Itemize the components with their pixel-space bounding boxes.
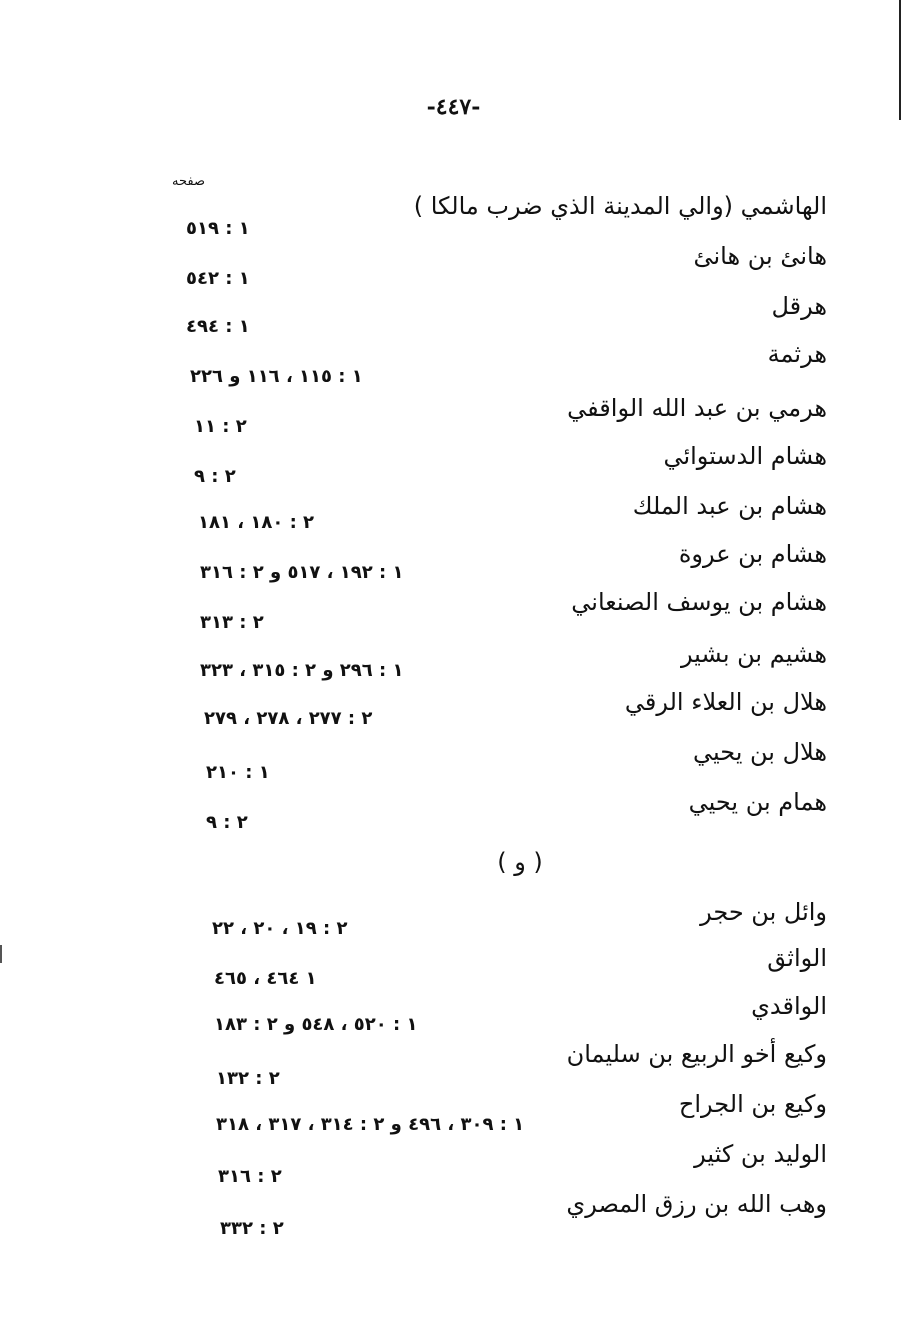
entry-name: الواقدي xyxy=(751,992,827,1020)
entry-name: هشام الدستوائي xyxy=(663,442,827,470)
entry-ref: ٢ : ١١ xyxy=(194,416,247,437)
entry-ref: ٢ : ٣١٣ xyxy=(200,612,264,633)
column-header: صفحه xyxy=(172,174,205,189)
margin-mark xyxy=(0,945,2,963)
entry-name: الوليد بن كثير xyxy=(694,1140,827,1168)
entry-name: هرقل xyxy=(771,292,827,320)
entry-name: هرمي بن عبد الله الواقفي xyxy=(567,394,827,422)
entry-name: هشيم بن بشير xyxy=(680,640,827,668)
entry-name: هرثمة xyxy=(767,340,827,368)
entry-ref: ١ ٤٦٤ ، ٤٦٥ xyxy=(214,968,317,989)
entry-ref: ١ : ٥٢٠ ، ٥٤٨ و ٢ : ١٨٣ xyxy=(214,1014,418,1035)
entry-name: هشام بن عبد الملك xyxy=(632,492,827,520)
entry-ref: ١ : ٣٠٩ ، ٤٩٦ و ٢ : ٣١٤ ، ٣١٧ ، ٣١٨ xyxy=(216,1114,525,1135)
entry-name: وهب الله بن رزق المصري xyxy=(566,1190,827,1218)
entry-ref: ٢ : ١٣٢ xyxy=(216,1068,280,1089)
entry-name: وكيع بن الجراح xyxy=(678,1090,827,1118)
entry-name: هشام بن عروة xyxy=(678,540,827,568)
entry-ref: ٢ : ٣١٦ xyxy=(218,1166,282,1187)
entry-name: وكيع أخو الربيع بن سليمان xyxy=(566,1040,827,1068)
entry-ref: ٢ : ١٨٠ ، ١٨١ xyxy=(198,512,315,533)
section-letter: ( و ) xyxy=(497,848,543,876)
entry-ref: ٢ : ٩ xyxy=(194,466,236,487)
entry-ref: ٢ : ١٩ ، ٢٠ ، ٢٢ xyxy=(212,918,348,939)
entry-ref: ١ : ٥١٩ xyxy=(186,218,250,239)
entry-name: الواثق xyxy=(767,944,827,972)
entry-name: هلال بن يحيي xyxy=(692,738,827,766)
page-number: -٤٤٧- xyxy=(426,94,481,120)
entry-ref: ٢ : ٩ xyxy=(206,812,248,833)
entry-name: هشام بن يوسف الصنعاني xyxy=(571,588,827,616)
entry-ref: ١ : ٢١٠ xyxy=(206,762,270,783)
entry-ref: ١ : ١٩٢ ، ٥١٧ و ٢ : ٣١٦ xyxy=(200,562,404,583)
entry-name: الهاشمي (والي المدينة الذي ضرب مالكا ) xyxy=(413,192,827,220)
entry-ref: ٢ : ٣٣٢ xyxy=(220,1218,284,1239)
entry-name: هلال بن العلاء الرقي xyxy=(624,688,827,716)
entry-ref: ١ : ١١٥ ، ١١٦ و ٢٢٦ xyxy=(190,366,363,387)
entry-ref: ٢ : ٢٧٧ ، ٢٧٨ ، ٢٧٩ xyxy=(204,708,373,729)
entry-ref: ١ : ٥٤٢ xyxy=(186,268,250,289)
entry-ref: ١ : ٢٩٦ و ٢ : ٣١٥ ، ٣٢٣ xyxy=(200,660,404,681)
entry-ref: ١ : ٤٩٤ xyxy=(186,316,250,337)
entry-name: وائل بن حجر xyxy=(700,898,827,926)
entry-name: همام بن يحيي xyxy=(688,788,827,816)
entry-name: هانئ بن هانئ xyxy=(693,242,827,270)
